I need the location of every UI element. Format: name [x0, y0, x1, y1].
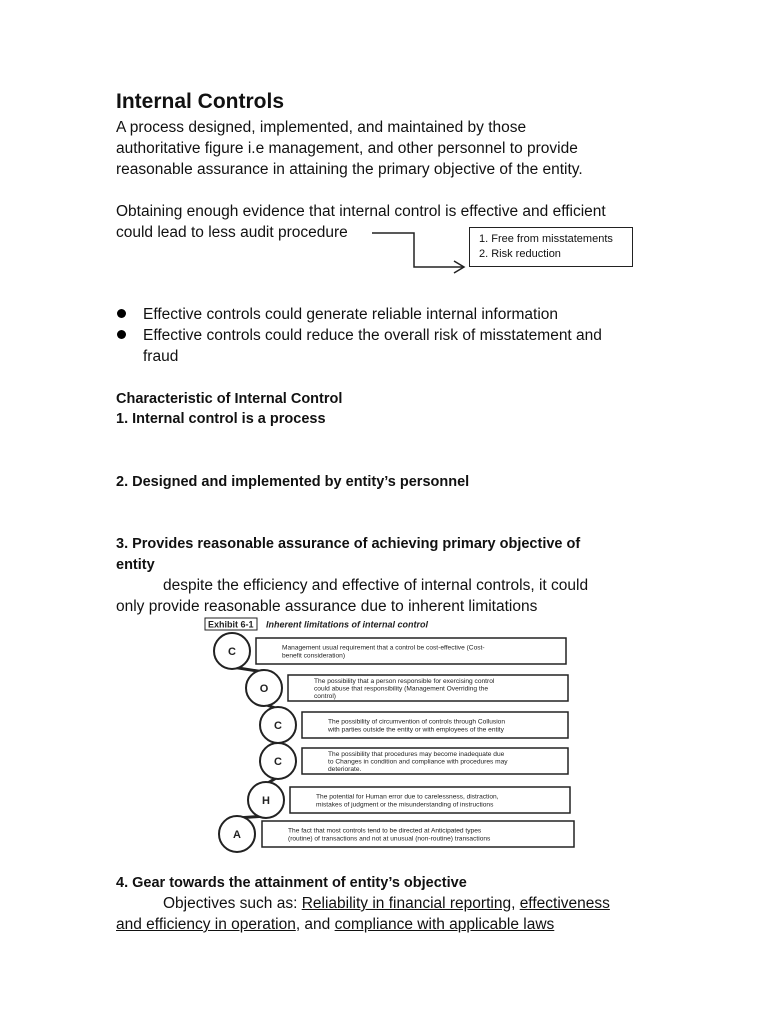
audit-benefits-box	[469, 227, 633, 267]
exhibit-item-text: could abuse that responsibility (Management Overriding the	[314, 685, 489, 693]
characteristic-3-line-1: 3. Provides reasonable assurance of achieving primary objective of	[116, 536, 581, 552]
bullet-dot-icon	[117, 330, 126, 339]
objective-separator: ,	[511, 895, 520, 912]
page-title: Internal Controls	[116, 90, 285, 113]
exhibit-item-text: control)	[314, 693, 336, 701]
objective-effectiveness-part-1: effectiveness	[519, 895, 610, 912]
exhibit-item-text: The possibility that a person responsible for exercising control	[314, 677, 495, 685]
exhibit-item-letter: C	[274, 720, 282, 732]
characteristic-3-line-2: entity	[116, 557, 155, 573]
exhibit-item-text: The fact that most controls tend to be directed at Anticipated types	[288, 827, 482, 835]
objectives-intro: Objectives such as:	[163, 895, 302, 912]
exhibit-item-text: The possibility that procedures may become inadequate due	[328, 750, 505, 758]
exhibit-item-text: deteriorate.	[328, 766, 362, 774]
exhibit-item-text: benefit consideration)	[282, 652, 346, 660]
characteristics-heading: Characteristic of Internal Control	[116, 391, 343, 407]
bullet-1: Effective controls could generate reliable internal information	[143, 306, 559, 323]
definition-line-2: authoritative figure i.e management, and other personnel to provide	[116, 140, 578, 157]
exhibit-item-text: with parties outside the entity or with employees of the entity	[328, 726, 504, 734]
characteristic-1: 1. Internal control is a process	[116, 411, 326, 427]
evidence-line-2: could lead to less audit procedure	[116, 224, 348, 241]
connector-arrow	[360, 226, 472, 274]
characteristic-4: 4. Gear towards the attainment of entity’s objective	[116, 875, 467, 891]
exhibit-item-letter: O	[259, 683, 269, 695]
exhibit-item-letter: H	[262, 795, 270, 807]
characteristic-3-desc-line-1: despite the efficiency and effective of internal controls, it could	[163, 577, 589, 594]
objective-separator: , and	[295, 916, 335, 933]
exhibit-item-letter: A	[233, 829, 241, 841]
exhibit-item-letter: C	[274, 756, 282, 768]
characteristic-3-desc-line-2: only provide reasonable assurance due to inherent limitations	[116, 598, 538, 615]
exhibit-title: Inherent limitations of internal control	[266, 619, 429, 630]
exhibit-item-text: to Changes in condition and compliance with procedures may	[328, 758, 508, 766]
exhibit-item-text: Management usual requirement that a control be cost-effective (Cost-	[282, 644, 485, 652]
exhibit-item-text: mistakes of judgment or the misunderstanding of instructions	[316, 801, 494, 809]
objectives-line-2	[116, 915, 554, 935]
exhibit-item-text: The potential for Human error due to carelessness, distraction,	[316, 793, 499, 801]
bullet-2-line-2: fraud	[143, 348, 179, 365]
benefit-item-2: 2. Risk reduction	[479, 248, 561, 260]
bullet-2-line-1: Effective controls could reduce the overall risk of misstatement and	[143, 327, 602, 344]
characteristic-2: 2. Designed and implemented by entity’s personnel	[116, 474, 470, 490]
exhibit-item-text: (routine) of transactions and not at unusual (non-routine) transactions	[288, 835, 491, 843]
exhibit-label: Exhibit 6-1	[208, 619, 254, 630]
objective-effectiveness-part-2: and efficiency in operation	[116, 916, 296, 933]
bullet-dot-icon	[117, 309, 126, 318]
evidence-line-1: Obtaining enough evidence that internal control is effective and efficient	[116, 203, 606, 220]
definition-line-3: reasonable assurance in attaining the primary objective of the entity.	[116, 161, 583, 178]
exhibit-inherent-limitations	[204, 614, 576, 860]
benefit-item-1: 1. Free from misstatements	[479, 233, 613, 245]
objectives-line-1	[163, 894, 610, 914]
definition-line-1: A process designed, implemented, and maintained by those	[116, 119, 527, 136]
exhibit-item-letter: C	[228, 646, 236, 658]
objective-compliance: compliance with applicable laws	[334, 916, 555, 933]
objective-reliability: Reliability in financial reporting	[301, 895, 512, 912]
exhibit-item-text: The possibility of circumvention of controls through Collusion	[328, 718, 506, 726]
